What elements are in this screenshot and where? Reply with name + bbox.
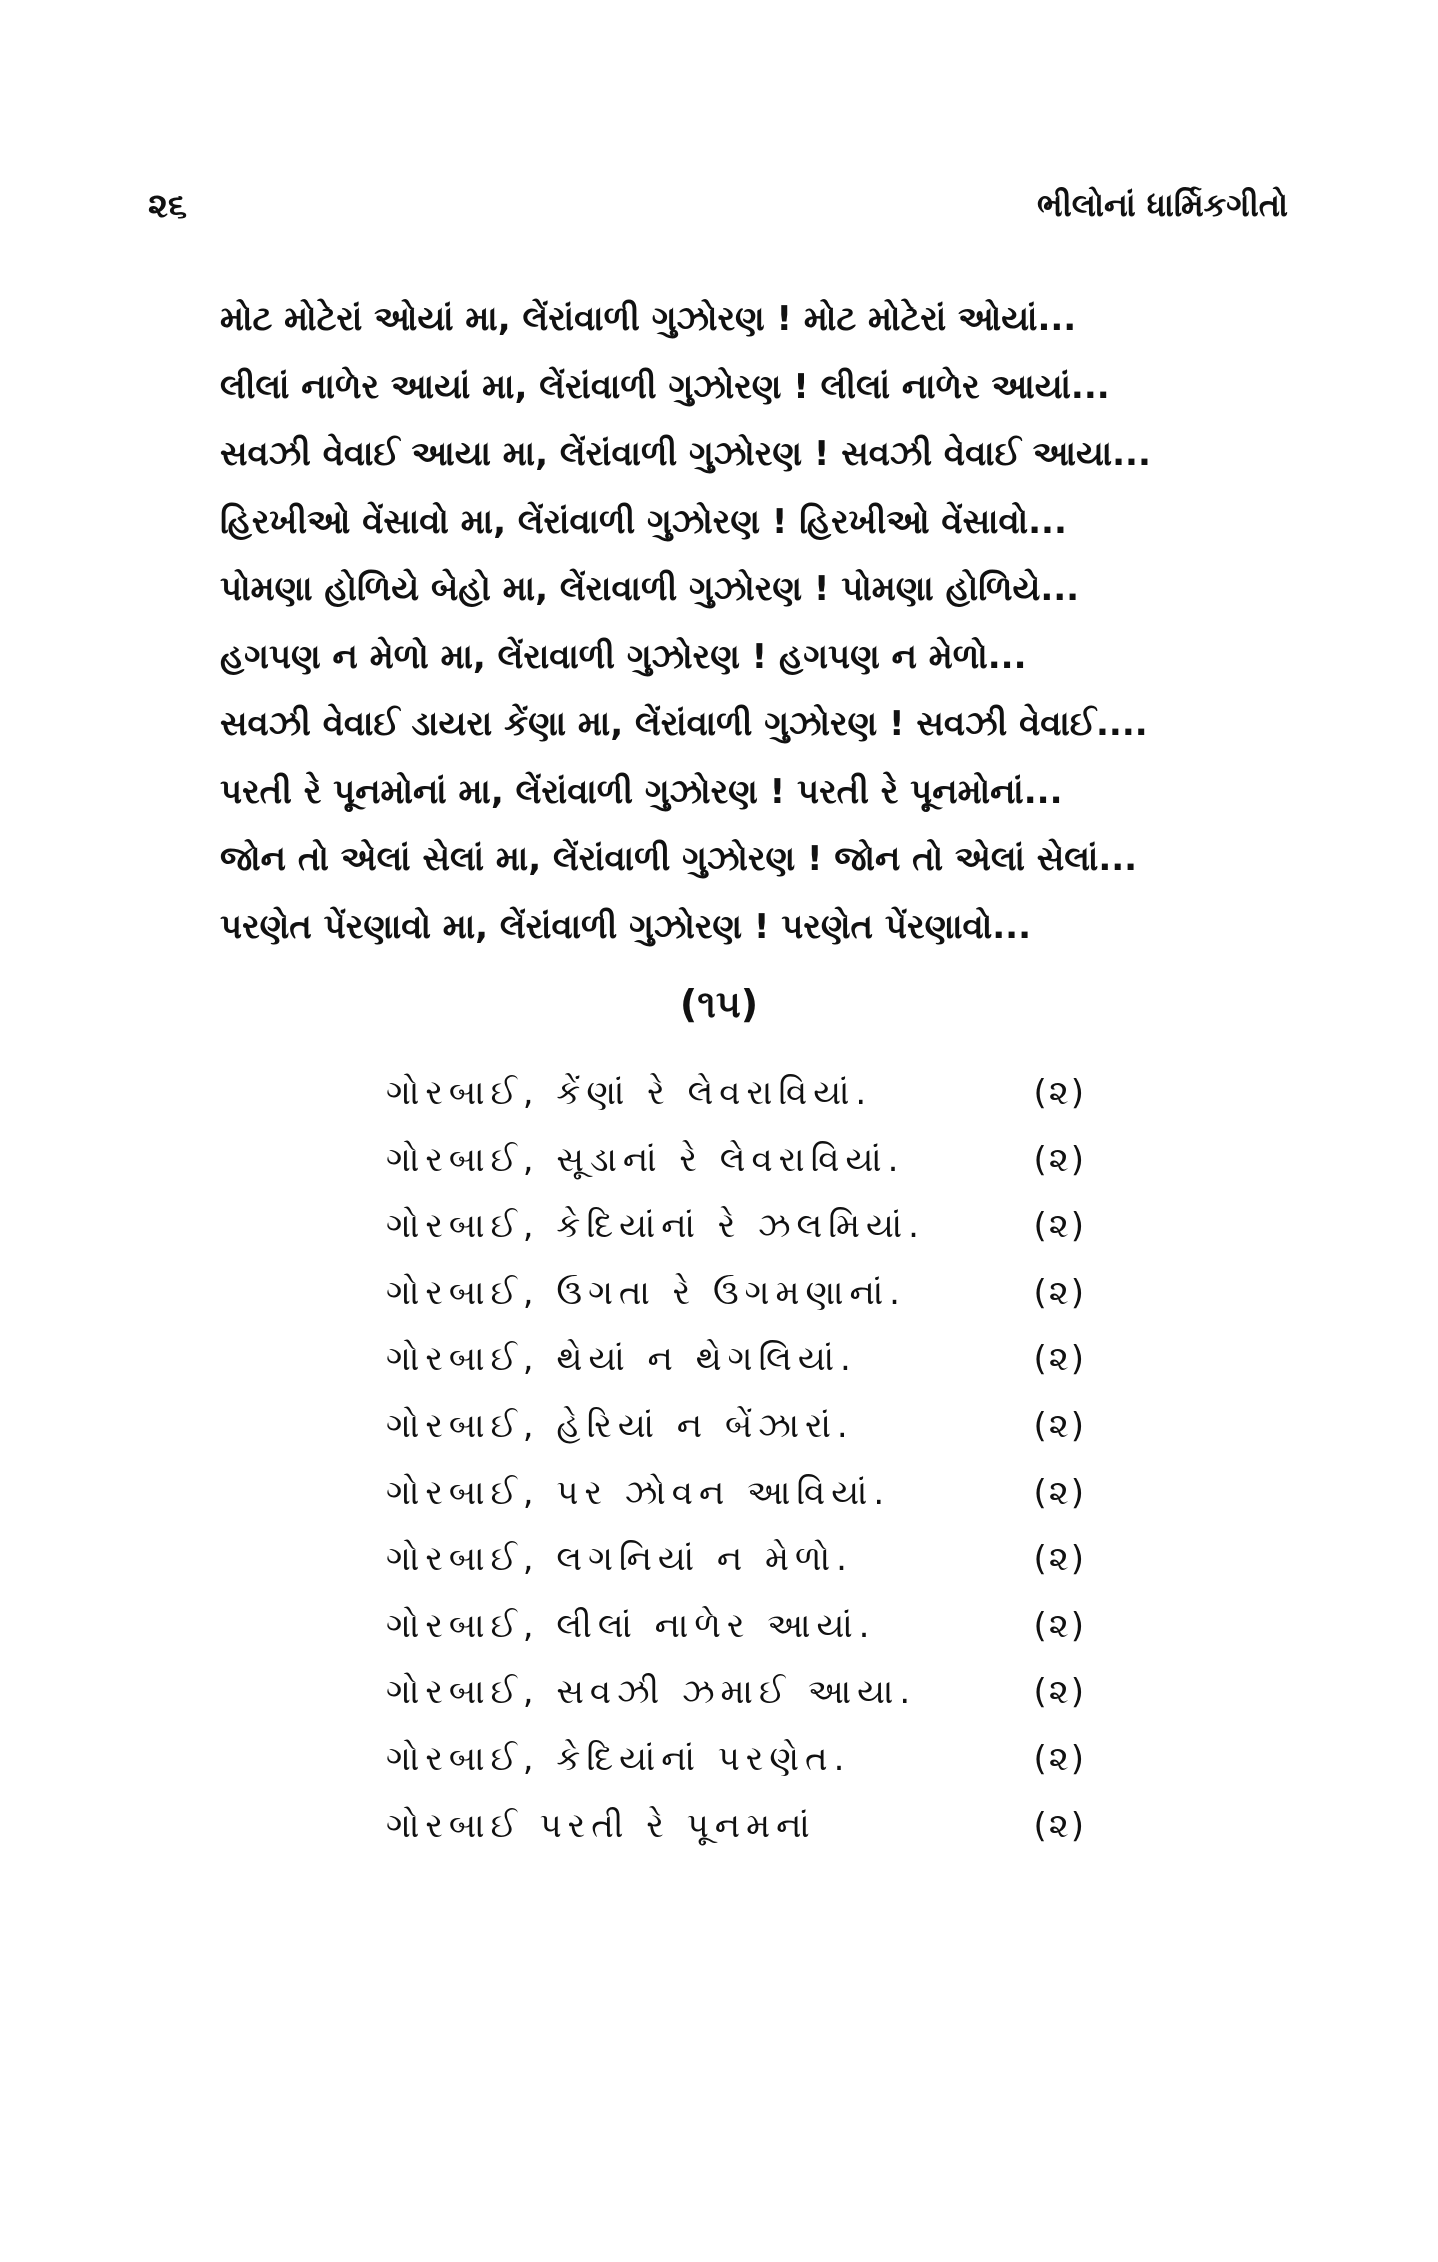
verse-block	[220, 286, 1220, 961]
verse-line: સવઝી વેવાઈ ડાયરા કેંણા મા, લેંરાંવાળી ગુઝોરણ ! સવઝી વેવાઈ....	[220, 704, 1148, 744]
refrain-marker: (૨)	[1033, 1339, 1086, 1380]
refrain-marker: (૨)	[1033, 1672, 1086, 1713]
verse-line: સવઝી વેવાઈ આયા મા, લેંરાંવાળી ગુઝોરણ ! સવઝી વેવાઈ આયા...	[220, 434, 1151, 474]
verse-line: પરણેત પેંરણાવો મા, લેંરાંવાળી ગુઝોરણ ! પરણેત પેંરણાવો...	[220, 906, 1031, 947]
song-line	[386, 1460, 1086, 1527]
song-line-text: ગોરબાઈ, કેંણાં રે લેવરાવિયાં.	[386, 1073, 873, 1113]
song-line	[386, 1127, 1086, 1194]
running-header-title: ભીલોનાં ધાર્મિકગીતો	[1037, 186, 1288, 224]
song-line	[386, 1726, 1086, 1793]
song-line	[386, 1060, 1086, 1127]
song-line	[386, 1260, 1086, 1327]
refrain-marker: (૨)	[1033, 1405, 1086, 1446]
song-line-text: ગોરબાઈ, લીલાં નાળેર આયાં.	[386, 1605, 876, 1646]
refrain-marker: (૨)	[1033, 1206, 1086, 1247]
verse-line: હગપણ ન મેળો મા, લેંરાવાળી ગુઝોરણ ! હગપણ ન મેળો...	[220, 636, 1027, 677]
refrain-marker: (૨)	[1033, 1605, 1086, 1646]
song-line	[386, 1593, 1086, 1660]
refrain-marker: (૨)	[1033, 1472, 1086, 1513]
song-line-text: ગોરબાઈ, સૂડાનાં રે લેવરાવિયાં.	[386, 1139, 905, 1180]
song-line-text: ગોરબાઈ, કેદિયાંનાં પરણેત.	[386, 1738, 851, 1779]
verse-line: લીલાં નાળેર આયાં મા, લેંરાંવાળી ગુઝોરણ ! લીલાં નાળેર આયાં...	[220, 366, 1110, 407]
song-block	[386, 1060, 1086, 1859]
song-line	[386, 1326, 1086, 1393]
refrain-marker: (૨)	[1033, 1073, 1086, 1113]
song-line-text: ગોરબાઈ, હેરિયાં ન બેંઝારાં.	[386, 1405, 854, 1446]
verse-line: મોટ મોટેરાં ઓયાં મા, લેંરાંવાળી ગુઝોરણ ! મોટ મોટેરાં ઓયાં...	[220, 299, 1077, 339]
song-line-text: ગોરબાઈ, ઉગતા રે ઉગમણાનાં.	[386, 1272, 906, 1313]
verse-line: જોન તો એલાં સેલાં મા, લેંરાંવાળી ગુઝોરણ ! જોન તો એલાં સેલાં...	[220, 839, 1138, 879]
song-line-text: ગોરબાઈ પરતી રે પૂનમનાં	[386, 1805, 816, 1846]
song-line	[386, 1659, 1086, 1726]
page-number: ૨૬	[148, 186, 187, 226]
song-line-text: ગોરબાઈ, લગનિયાં ન મેળો.	[386, 1539, 853, 1580]
verse-line: પોમણા હોળિયે બેહો મા, લેંરાવાળી ગુઝોરણ ! પોમણા હોળિયે...	[220, 569, 1080, 609]
refrain-marker: (૨)	[1033, 1539, 1086, 1580]
song-line-text: ગોરબાઈ, થેયાં ન થેગલિયાં.	[386, 1339, 857, 1380]
verse-line: હિરખીઓ વેંસાવો મા, લેંરાંવાળી ગુઝોરણ ! હિરખીઓ વેંસાવો...	[220, 501, 1067, 542]
song-line-text: ગોરબાઈ, પર ઝોવન આવિયાં.	[386, 1472, 891, 1513]
refrain-marker: (૨)	[1033, 1272, 1086, 1313]
refrain-marker: (૨)	[1033, 1805, 1086, 1846]
verse-line: પરતી રે પૂનમોનાં મા, લેંરાંવાળી ગુઝોરણ ! પરતી રે પૂનમોનાં...	[220, 771, 1063, 812]
song-line	[386, 1793, 1086, 1860]
song-line	[386, 1393, 1086, 1460]
song-line-text: ગોરબાઈ, કેદિયાંનાં રે ઝલમિયાં.	[386, 1206, 925, 1247]
song-line-text: ગોરબાઈ, સવઝી ઝમાઈ આયા.	[386, 1672, 917, 1713]
song-line	[386, 1193, 1086, 1260]
section-number: (૧૫)	[679, 982, 759, 1026]
refrain-marker: (૨)	[1033, 1738, 1086, 1779]
refrain-marker: (૨)	[1033, 1139, 1086, 1180]
song-line	[386, 1526, 1086, 1593]
